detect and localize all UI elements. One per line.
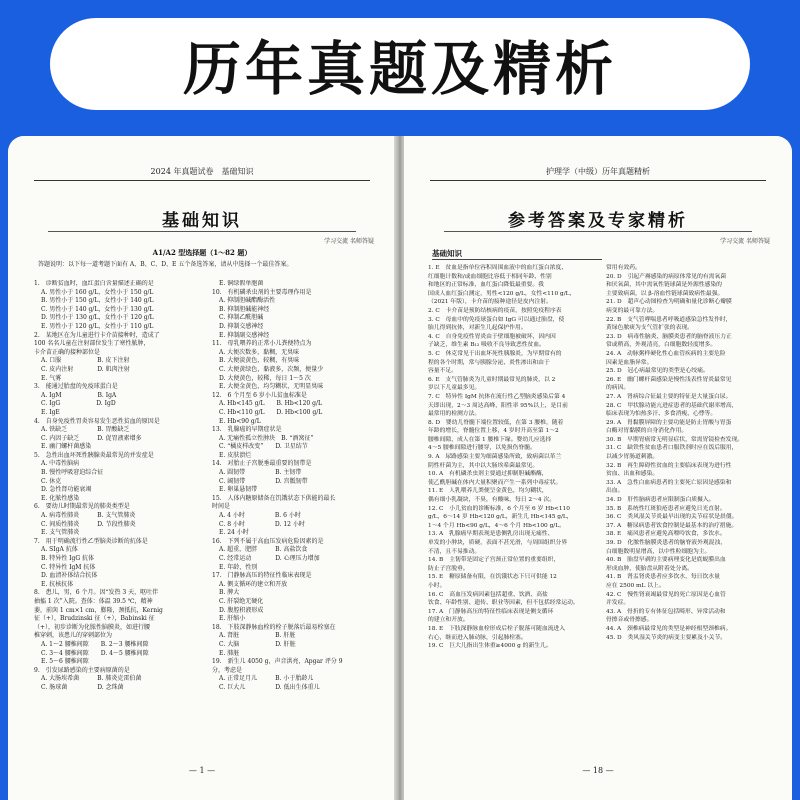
answer-explanation-line: 并发症。: [606, 600, 630, 607]
answer-explanation-line: 1～4 个月 Hb<90 g/L，4～6 个月 Hb<100 g/L。: [428, 522, 565, 529]
answer-explanation-line: 15. E 糖原储备有限，在饥饿状态下只可供能 12: [428, 574, 557, 581]
answer-option: E. 肝缩小: [219, 615, 246, 623]
answer-explanation-line: 16. C 高血压发病因素包括超重、饮酒、高盐: [428, 591, 548, 598]
answer-explanation-line: 红细胞计数和/或血细胞比容低于相同年龄、性别: [428, 273, 552, 280]
answer-option: C. 肠球菌 D. 念珠菌: [41, 683, 124, 691]
answer-explanation-line: 8. D 婴幼儿脊髓下端位置较低，在第 3 腰椎，随着: [428, 419, 564, 426]
answer-explanation-line: 2. C 卡介苗是预防结核病的疫苗，按照免疫程序表: [428, 307, 562, 314]
left-question-column-1: [34, 280, 206, 750]
answer-explanation-line: 年龄的增长，脊髓位置上移，4 岁时升高至第 1～2: [428, 428, 559, 435]
answer-explanation-line: 病变的最可靠方法。: [606, 307, 659, 314]
answer-explanation-line: 27. A 肾病综合征最主要的特征是大量蛋白尿。: [606, 393, 732, 400]
answer-explanation-line: 32. B 再生障碍性贫血的主要临床表现为进行性: [606, 462, 732, 469]
answer-option: E. 抑制副交感神经: [219, 331, 270, 339]
answer-option: C. 抑制乙酰胆碱: [219, 314, 264, 322]
answer-explanation-line: 子缺乏，维生素 B₁₂ 吸收不良导致恶性贫血。: [428, 342, 545, 349]
answer-explanation-line: 39. D 化脓性脑膜炎患者的脑脊液外观混浊，: [606, 540, 727, 546]
answer-explanation-line: 14. B 主韧带是固定子宫颈正常位置的重要组织，: [428, 557, 560, 564]
answer-option: B. 大便淡黄色，较稠，有臭味: [219, 357, 300, 365]
answer-column-1: [428, 264, 600, 752]
answer-option: A. 抑制胆碱酯酶活性: [219, 297, 276, 305]
answer-option: D. 急性肾功能衰竭: [41, 486, 92, 494]
answer-explanation-line: 25. D 冠心病最常见的类型是心绞痛。: [606, 368, 709, 375]
question-line: 4. 自身免疫性胃炎容易发生恶性贫血的原因是: [34, 417, 160, 425]
answer-option: C. 经常运动 D. 心理压力增加: [219, 555, 320, 562]
answer-option: E. 化脓性感染: [41, 494, 80, 502]
answer-option: C. 大便黄绿色，黏液多，次频，便量少: [219, 365, 324, 373]
answer-explanation-line: 41. B 肾盂肾炎患者应多饮水，每日饮水量: [606, 574, 720, 581]
answer-explanation-line: 的病因。: [606, 385, 630, 392]
answer-option: B. 脾大: [219, 589, 240, 597]
answer-option: B. 特异性 IgG 抗体: [41, 555, 95, 562]
answer-explanation-line: 岁以下儿童最多见。: [428, 385, 481, 392]
answer-explanation-line: 45. D 类风湿关节炎的病变主要累及小关节。: [606, 634, 727, 641]
question-line: 19. 新生儿 4050 g，声音洪亮，Apgar 评分 9: [212, 658, 343, 666]
answer-option: E. 肺脏: [219, 649, 240, 657]
question-line: 12. 6 个月至 6 岁小儿贫血标准是: [212, 391, 307, 399]
answer-option: A. SIgA 抗体: [41, 546, 78, 554]
answer-explanation-line: 临床表现为怕热多汗、多食消瘦、心悸等。: [606, 411, 717, 418]
left-question-column-2: [212, 280, 384, 750]
answer-option: C. 特异性 IgM 抗体: [41, 563, 96, 571]
answer-explanation-line: 10. A 有机磷杀虫剂主要通过抑制胆碱酯酶，: [428, 471, 548, 478]
answer-explanation-line: 容量不足。: [428, 368, 457, 375]
answer-explanation-line: 19. C 巨大儿指出生体重≥4000 g 的新生儿。: [428, 643, 552, 650]
question-line: 17. 门静脉高压的特征性临床表现是: [212, 572, 312, 580]
answer-explanation-line: 应在 2500 mL 以上。: [606, 582, 665, 589]
answer-explanation-line: 44. A 颈椎病最常见的类型是神经根型颈椎病。: [606, 625, 732, 632]
answer-option: E. 铜绿假单胞菌: [219, 280, 264, 287]
answer-explanation-line: 形成血肿，使胎盘从附着处分离。: [606, 565, 693, 572]
question-line: 6. 要幼儿时期最常见的肺炎类型是: [34, 503, 130, 511]
answer-option: B. 抑制胆碱能神经: [219, 305, 270, 313]
question-line: 100 名名儿童在注射部位发生了寒性脓肿，: [34, 340, 150, 348]
answer-explanation-line: 主要致病菌，以 β-溶血性链球菌致病性最强。: [606, 290, 724, 297]
answer-explanation-line: 单发的小肿块，质硬，表面不甚光滑，与周围组织分界: [428, 540, 568, 546]
answer-option: C. 大脑 D. 肝脏: [219, 640, 296, 648]
answer-option: A. 圆韧带 B. 主韧带: [219, 469, 302, 477]
answer-option: E. 5～6 腰椎间隙: [41, 658, 89, 666]
question-line: 16. 下列不属于高血压发病危险因素的是: [212, 537, 324, 545]
answer-explanation-line: 31. C 缺铁性贫血患者口服铁剂时应在饭后服用，: [606, 445, 738, 452]
question-line: 时间是: [212, 503, 231, 511]
answer-explanation-line: 常或稍高，外观清亮，白细胞数轻度增多。: [606, 342, 717, 349]
answer-option: C. Hb<110 g/L D. Hb<100 g/L: [219, 408, 323, 416]
answer-option: C. 8 小时 D. 12 小时: [219, 520, 305, 528]
right-head-rule: [430, 180, 766, 181]
answer-option: E. 男性小于 120 g/L，女性小于 110 g/L: [41, 322, 154, 330]
right-page-title: 参考答案及专家精析: [508, 211, 688, 231]
right-section-heading: 基础知识: [432, 249, 462, 258]
answer-explanation-line: 白酶对胃黏膜的自身消化作用。: [606, 428, 688, 435]
right-section-rule: [432, 259, 602, 260]
answer-explanation-line: 18. E 下肢深静脉血栓形成后栓子脱落可随血流进入: [428, 625, 566, 632]
answer-explanation-line: 和厌氧菌，其中需氧性链球菌是外源性感染的: [606, 282, 722, 289]
answer-explanation-line: 1. E 贫血是指单位容积周围血液中的血红蛋白浓度、: [428, 265, 568, 271]
answer-explanation-line: 9. A 尿路感染主要为细菌感染所致，致病菌以革兰: [428, 454, 562, 461]
answer-explanation-line: 不清，且不易推动。: [428, 548, 481, 555]
answer-option: A. 病毒性肺炎 B. 支气管肺炎: [41, 512, 136, 520]
answer-option: A. 无痛性孤立性肿块 B. “酒窝征”: [219, 434, 314, 442]
answer-explanation-line: 天即出现，2～3 周达高峰，阳性率 95%以上，是目前: [428, 402, 568, 409]
question-line: 征（+），Brudzinski 征（+），Babinski 征: [34, 615, 155, 623]
answer-option: A. 男性小于 160 g/L，女性小于 150 g/L: [41, 288, 154, 296]
answer-explanation-line: 36. C 类风湿关节炎最早出现的关节症状是晨僵。: [606, 514, 738, 521]
answer-explanation-line: 37. A 糖尿病患者饮食控制是最基本的治疗措施。: [606, 522, 738, 529]
question-line: 3. 能通过胎盘的免疫球蛋白是: [34, 383, 118, 391]
answer-option: E. 24 小时: [219, 529, 249, 537]
answer-explanation-line: 24. A 动脉粥样硬化性心血管疾病的主要危险: [606, 350, 726, 357]
right-page-number: — 18 —: [582, 766, 614, 775]
answer-explanation-line: 22. B 支气管哮喘患者呼吸道感染急性发作时，: [606, 316, 732, 323]
answer-explanation-line: 20. D 引起产褥感染的病原体常见的有需氧菌: [606, 273, 727, 280]
answer-explanation-line: 贫血、出血和感染。: [606, 471, 659, 478]
answer-explanation-line: 4. C 自身免疫性胃炎由于壁细胞被破坏，因内因: [428, 333, 556, 340]
left-page: [8, 136, 396, 800]
answer-explanation-line: 黄绿色脓痰为支气管扩张的表现。: [606, 325, 693, 332]
answer-explanation-line: 偶有细小乳凝块，不臭，有酸味，每日 2～4 次。: [428, 497, 555, 504]
answer-explanation-line: 和地区的正常标准，血红蛋白降低最重要。我: [428, 282, 544, 289]
answer-explanation-line: 以减少胃肠道刺激。: [606, 454, 659, 461]
answer-option: D. 血清补体结合抗体: [41, 572, 98, 580]
answer-explanation-line: 12. C 小儿贫血的诊断标准，6 个月至 6 岁 Hb<110: [428, 505, 570, 512]
answer-option: E. 年龄，性别: [219, 563, 258, 571]
answer-option: E. 皮肤溃烂: [219, 451, 252, 459]
answer-option: C. “橘皮样改变” D. 卫星结节: [219, 443, 308, 451]
question-line: 9. 引发尿路感染的主要病原菌的是: [34, 666, 130, 674]
question-line: 11. 母乳喂养的正常小儿粪便特点为: [212, 340, 312, 348]
answer-explanation-line: 11. E 人乳喂养儿粪便呈金黄色，均匀糊状，: [428, 488, 548, 495]
answer-explanation-line: 胎儿得到抗体，对新生儿起保护作用。: [428, 325, 527, 332]
left-section-heading: A1/A2 型选择题（1～82 题）: [152, 248, 252, 257]
answer-explanation-line: 4～5 腰椎间隙进行腰穿，以免损伤脊髓。: [428, 445, 536, 452]
answer-explanation-line: 35. B 系统性红斑狼疮患者应避免日光直射。: [606, 505, 726, 512]
answer-option: E. 抗核抗体: [41, 580, 74, 588]
answer-option: A. IgM B. IgA: [41, 391, 117, 399]
left-page-number: — 1 —: [188, 766, 216, 775]
right-running-head: 护理学（中级）历年真题精析: [546, 167, 650, 176]
answer-explanation-line: 42. C 慢性肾衰竭最常见的死亡原因是心血管: [606, 591, 726, 598]
answer-explanation-line: 40. B 胎盘早剥的主要病理变化是底蜕膜出血: [606, 557, 726, 564]
right-slogan: 学习交流 名师答疑: [720, 238, 770, 245]
left-title-rule: [48, 231, 356, 232]
answer-option: A. 超重，肥胖 B. 高盐饮食: [219, 546, 308, 554]
answer-option: C. 巨大儿 D. 低出生体重儿: [219, 683, 320, 691]
left-page-title: 基础知识: [162, 211, 242, 231]
banner: [0, 0, 800, 128]
answer-option: D. 腹腔积液形成: [219, 606, 264, 614]
answer-explanation-line: g/L，6～14 岁 Hb<120 g/L，新生儿 Hb<145 g/L，: [428, 514, 573, 521]
answer-option: E. 支气管肺炎: [41, 529, 80, 537]
open-book: [8, 136, 792, 800]
question-line: 分，考虑是: [212, 666, 243, 674]
answer-option: C. IgG D. IgD: [41, 400, 116, 408]
answer-explanation-line: 腰椎间隙，成人在第 1 腰椎下缘。婴幼儿应选择: [428, 436, 552, 443]
answer-explanation-line: 17. A 门静脉高压的特征性临床表现是侧支循环: [428, 608, 554, 615]
answer-option: A. 正常足月儿 B. 小于胎龄儿: [219, 675, 314, 683]
question-line: 萎，前囟 1 cm×1 cm，膨隆，颈抵抗，Kernig: [34, 606, 163, 614]
answer-explanation-line: 常用有效药。: [606, 265, 641, 271]
answer-explanation-line: 29. A 胃黏膜屏障的主要功能是防止胃酸与胃蛋: [606, 419, 732, 426]
answer-explanation-line: 6. E 支气管肺炎为儿童时期最常见的肺炎，以 2: [428, 376, 556, 383]
answer-option: A. 口服 B. 皮下注射: [41, 357, 130, 365]
answer-option: C. 阔韧带 D. 宫骶韧带: [219, 477, 308, 485]
left-head-rule: [34, 180, 370, 181]
answer-explanation-line: 防止子宫脱垂。: [428, 565, 469, 572]
question-line: 14. 对胎止子宫脱垂最重要的韧带是: [212, 460, 312, 468]
answer-explanation-line: 28. C 甲状腺功能亢进症患者的基础代谢率增高，: [606, 402, 738, 409]
answer-option: E. 大便金黄色，均匀糊状，无明显臭味: [219, 383, 324, 391]
question-line: 10. 有机磷杀虫剂的主要毒理作用是: [212, 288, 312, 296]
answer-option: E. IgE: [41, 408, 60, 416]
answer-option: C. 内因子缺乏 D. 促胃液素增多: [41, 434, 142, 442]
answer-explanation-line: 出血。: [606, 488, 624, 495]
answer-option: D. 大便黄色，较稀，每日 1～5 次: [219, 374, 311, 382]
question-line: 1. 诊断贫血时，血红蛋白含量描述正确的是: [34, 280, 154, 287]
answer-option: A. 肾脏 B. 肝脏: [219, 632, 296, 640]
question-line: 8. 患儿，男，6 个月。因“发热 3 天，呕吐伴: [34, 589, 159, 597]
left-running-head: 2024 年真题试卷 基础知识: [150, 167, 254, 176]
question-line: 卡介苗正确的接种部位是: [34, 348, 101, 356]
answer-option: D. 男性小于 130 g/L，女性小于 120 g/L: [41, 314, 154, 322]
answer-option: A. 4 小时 B. 6 小时: [219, 512, 301, 520]
answer-column-2: [606, 264, 778, 752]
answer-explanation-line: 34. D 肝性脑病患者应限制蛋白质摄入。: [606, 497, 715, 504]
answer-explanation-line: 阴性杆菌为主，其中以大肠埃希菌最常见。: [428, 462, 539, 469]
answer-option: C. 3～4 腰椎间隙 D. 4～5 腰椎间隙: [41, 649, 149, 657]
question-line: 13. 乳腺癌的早期症状是: [212, 426, 282, 434]
answer-explanation-line: 小时。: [428, 582, 446, 589]
answer-explanation-line: （2021 年版），卡介苗的接种途径是皮内注射。: [428, 299, 552, 306]
answer-explanation-line: 13. A 乳腺癌早期表现是患侧乳房出现无痛性、: [428, 531, 554, 538]
banner-pill: [50, 18, 750, 110]
answer-instructions: 答题说明：以下每一道考题下面有 A、B、C、D、E 五个备选答案，请从中选择一个最佳答案。: [38, 261, 293, 268]
answer-explanation-line: 程的各个时期，常与胰腺分泌、炎性渗出和由于: [428, 359, 550, 366]
answer-option: D. 抑制交感神经: [219, 322, 264, 330]
question-line: 椎穿刺，该患儿的穿刺部位为: [34, 632, 113, 640]
answer-option: B. 男性小于 150 g/L，女性小于 140 g/L: [41, 297, 154, 305]
answer-option: E. 幽门螺杆菌感染: [41, 443, 92, 451]
answer-option: A. 1～2 腰椎间隙 B. 2～3 腰椎间隙: [41, 640, 149, 648]
answer-explanation-line: 最常用的检测方法。: [428, 411, 481, 418]
answer-option: A. 大便次数多，黏稠，无臭味: [219, 348, 300, 356]
question-line: 7. 用于明确流行性乙型脑炎诊断的抗体是: [34, 537, 148, 545]
answer-option: A. 中毒性脑病: [41, 460, 80, 468]
answer-explanation-line: 饮食、年龄性别、遗传、职业等因素，但不包括经常运动。: [428, 600, 579, 607]
answer-option: A. 大肠埃希菌 B. 肺炎克雷伯菌: [41, 675, 142, 683]
answer-explanation-line: 白细胞数明显增高，以中性粒细胞为主。: [606, 548, 711, 555]
answer-option: E. Hb<90 g/L: [219, 417, 261, 425]
answer-explanation-line: 国成人血红蛋白测定，男性<120 g/L，女性<110 g/L，: [428, 290, 576, 297]
answer-explanation-line: 骨擦音或骨擦感。: [606, 617, 653, 624]
answer-explanation-line: 23. D 病毒性脑炎、脑膜炎患者的脑脊液压力正: [606, 333, 732, 340]
answer-option: A. 铁缺乏 B. 胃酸缺乏: [41, 426, 130, 434]
left-slogan: 学习交流 名师答疑: [324, 238, 374, 245]
answer-option: C. 皮内注射 D. 肌肉注射: [41, 365, 130, 373]
answer-explanation-line: 的建立和开放。: [428, 617, 469, 624]
question-line: 15. 人体内糖原储备在饥饿状态下供能的最长: [212, 494, 336, 502]
answer-explanation-line: 右心，继而进入肺动脉，引起肺栓塞。: [428, 634, 527, 641]
answer-explanation-line: 38. E 痛风患者应避免高嘌呤饮食，多饮水。: [606, 531, 726, 538]
answer-option: C. 男性小于 140 g/L，女性小于 130 g/L: [41, 305, 154, 313]
question-line: 抽搐 1 次”入院。查体：体温 39.5 ℃，精神: [34, 597, 153, 605]
answer-explanation-line: 43. A 骨折的专有体征包括畸形、异常活动和: [606, 608, 726, 615]
right-title-rule: [444, 231, 752, 232]
right-page: [404, 136, 792, 800]
answer-option: C. 休克: [41, 477, 62, 485]
answer-explanation-line: 33. A 急性白血病患者的主要死亡原因是感染和: [606, 479, 732, 486]
answer-explanation-line: 26. E 幽门螺杆菌感染是慢性浅表性胃炎最常见: [606, 376, 732, 383]
question-line: 5. 急性出血坏死性胰腺炎最常见的并发症是: [34, 451, 154, 459]
answer-option: E. 气雾: [41, 374, 62, 382]
answer-option: C. 肝裂绝无硬化: [219, 597, 264, 605]
answer-option: B. 慢性呼吸窘迫综合征: [41, 469, 104, 477]
answer-option: A. Hb<145 g/L B. Hb<120 g/L: [219, 400, 322, 408]
answer-explanation-line: 使乙酰胆碱在体内大量积聚而产生一系列中毒症状。: [428, 479, 562, 486]
answer-explanation-line: 5. C 休克常见于出血坏死性胰腺炎，为早期常有的: [428, 350, 562, 357]
question-line: 18. 下肢深静脉血栓的栓子脱落后最易栓塞在: [212, 623, 336, 631]
answer-explanation-line: 7. C 特异性 IgM 抗体在流行性乙型脑炎感染后第 4: [428, 393, 566, 400]
answer-explanation-line: 30. B 早期胃癌常无明显症状，常需胃镜检查发现。: [606, 436, 744, 443]
answer-explanation-line: 21. D 超声心动图检查为明确和量化诊断心瓣膜: [606, 299, 732, 306]
answer-option: E. 卵巢悬韧带: [219, 486, 258, 494]
question-line: 2. 某地区在为儿童进行卡介苗接种时，造成了: [34, 331, 160, 339]
answer-option: C. 间质性肺炎 D. 节段性肺炎: [41, 520, 136, 528]
answer-explanation-line: 3. C 母血中的免疫球蛋白如 IgG 可以通过胎盘，使: [428, 316, 565, 323]
answer-explanation-line: 因素是血脂异常。: [606, 359, 653, 366]
question-line: （+），初步诊断为化脓性脑膜炎，如进行腰: [34, 623, 151, 631]
banner-title: 历年真题及精析: [182, 35, 617, 103]
answer-option: A. 侧支循环的建立和开放: [219, 580, 288, 588]
